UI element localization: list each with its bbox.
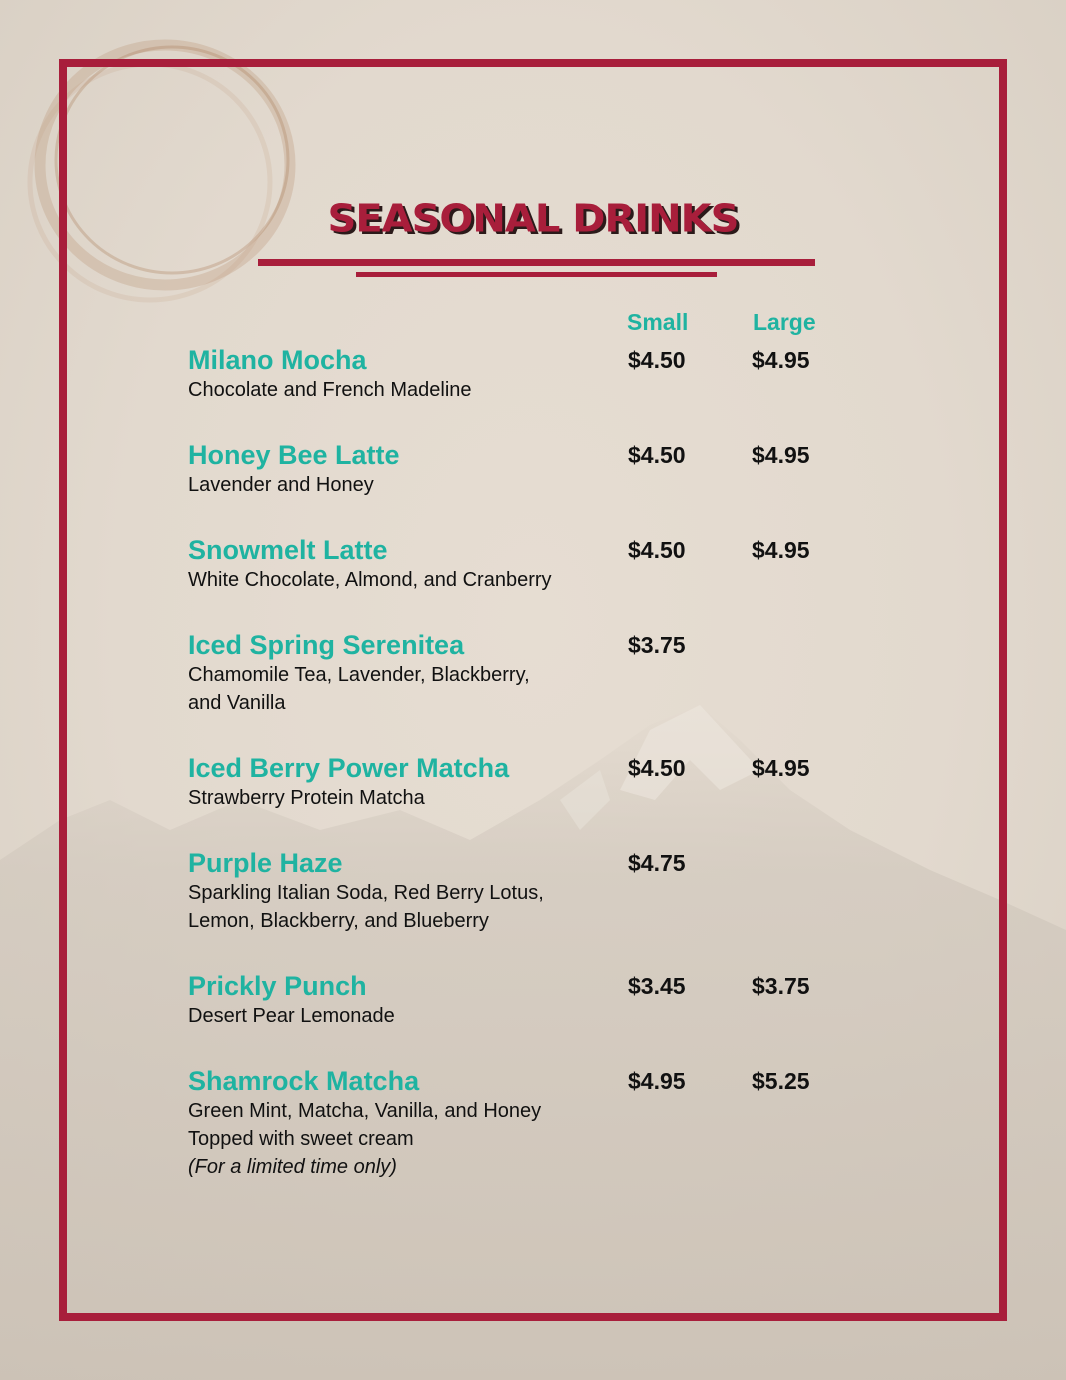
item-description: Desert Pear Lemonade [188,1005,395,1027]
menu-item [188,629,848,717]
item-name: Honey Bee Latte [188,440,400,470]
price-large: $3.75 [752,973,810,999]
item-name: Snowmelt Latte [188,535,388,565]
item-description: Lavender and Honey [188,474,374,496]
price-small: $3.75 [628,632,686,658]
menu-item [188,752,848,812]
price-large: $4.95 [752,442,810,468]
item-name: Purple Haze [188,848,343,878]
item-description: Chamomile Tea, Lavender, Blackberry, and Vanilla [188,664,530,714]
price-small: $4.50 [628,442,686,468]
menu-item [188,439,848,499]
menu-item [188,970,848,1030]
column-header-small: Small [627,309,689,335]
menu-item [188,847,848,935]
item-description: White Chocolate, Almond, and Cranberry [188,569,552,591]
item-description: Chocolate and French Madeline [188,379,472,401]
price-small: $4.95 [628,1068,686,1094]
title-underline [258,259,815,266]
menu-item [188,1065,848,1181]
menu-title: SEASONAL DRINKS [327,197,739,241]
price-large: $4.95 [752,347,810,373]
item-note: (For a limited time only) [188,1156,397,1178]
price-small: $4.75 [628,850,686,876]
price-large: $4.95 [752,755,810,781]
column-header-large: Large [753,309,816,335]
price-large: $4.95 [752,537,810,563]
item-description: Sparkling Italian Soda, Red Berry Lotus, Lemon, Blackberry, and Blueberry [188,882,544,932]
price-small: $4.50 [628,347,686,373]
item-name: Prickly Punch [188,971,367,1001]
price-large: $5.25 [752,1068,810,1094]
menu-item [188,534,848,594]
item-name: Iced Spring Serenitea [188,630,465,660]
item-description: Strawberry Protein Matcha [188,787,425,809]
menu-item [188,344,848,404]
item-name: Shamrock Matcha [188,1066,420,1096]
price-small: $3.45 [628,973,686,999]
item-name: Iced Berry Power Matcha [188,753,510,783]
price-small: $4.50 [628,537,686,563]
price-small: $4.50 [628,755,686,781]
item-description: Green Mint, Matcha, Vanilla, and Honey Topped with sweet cream [188,1100,542,1150]
title-underline-short [356,272,717,277]
item-name: Milano Mocha [188,345,367,375]
